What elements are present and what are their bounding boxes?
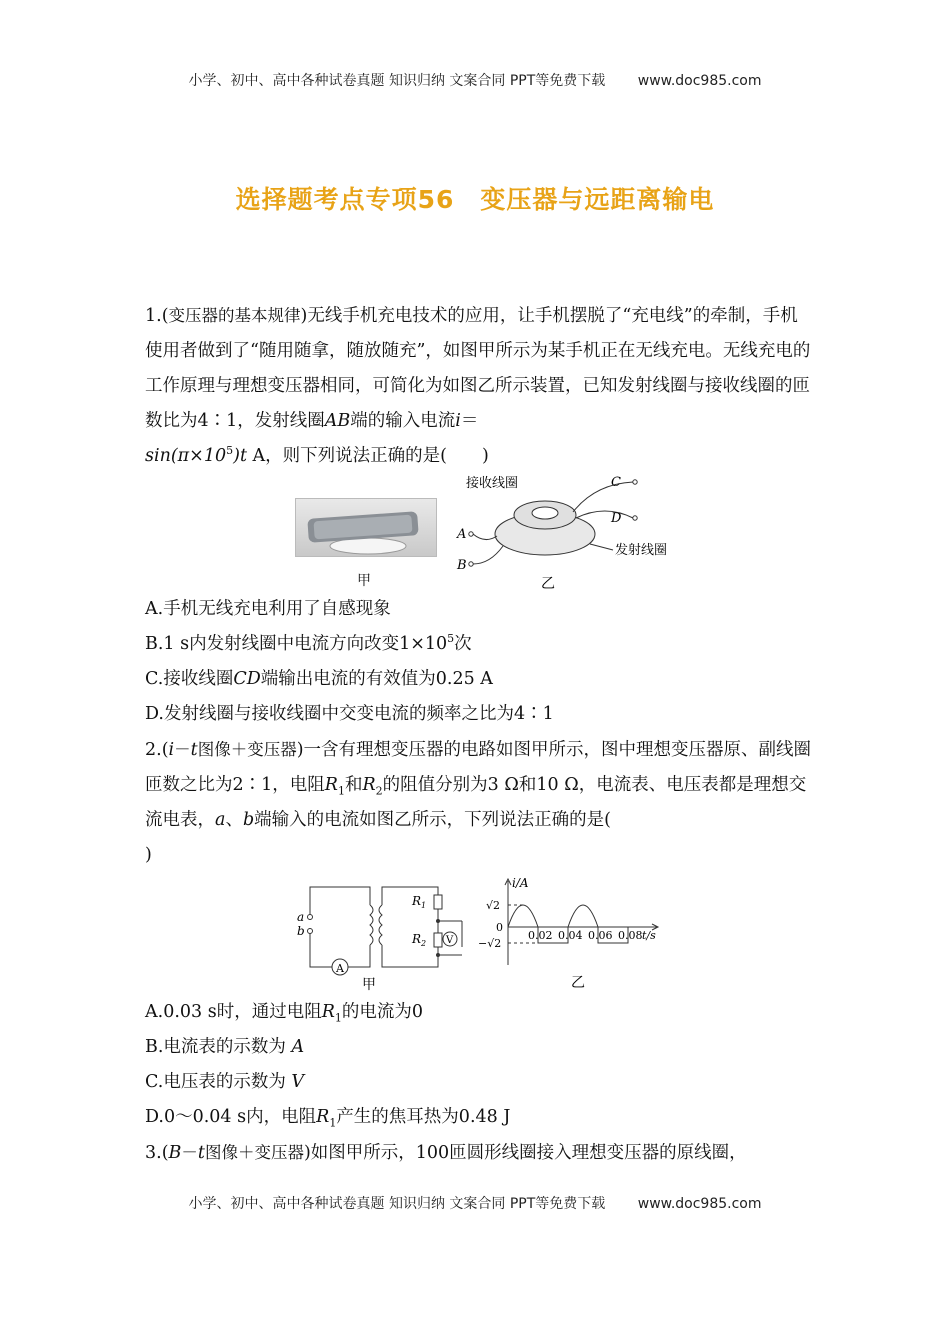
q1-option-b: B.1 s内发射线圈中电流方向改变$1\times 10^5$次 — [145, 632, 472, 654]
q2-option-b: B.电流表的示数为 A — [145, 1037, 305, 1057]
fig1-caption-yi: 乙 — [541, 576, 555, 592]
fig1-caption-jia: 甲 — [357, 573, 371, 589]
q2-option-d: D.0～0.04 s内，电阻$R_1$产生的焦耳热为0.48 J — [145, 1107, 511, 1130]
q1-tag: 变压器的基本规律 — [168, 306, 301, 325]
axis-t: t/s — [642, 929, 656, 942]
coil-diagram — [445, 474, 675, 592]
r1-label: $R_1$ — [412, 894, 427, 910]
q2-option-a: A.0.03 s时，通过电阻$R_1$的电流为0 — [145, 1002, 424, 1025]
circuit-diagram — [290, 875, 465, 993]
q2-stem: 2.(i－t图像＋变压器)一含有理想变压器的电路如图甲所示，图中理想变压器原、副线圈匝数之比为2∶1，电阻$R_1$和$R_2$的阻值分别为3 Ω和10 Ω，电流表、电压表都是理想交流电表，a、b端输入的电流如图乙所示，下列说法正确的是( ) — [145, 740, 812, 865]
label-recv: 接收线圈 — [466, 476, 519, 491]
q1-option-d: D.发射线圈与接收线圈中交变电流的频率之比为4∶1 — [145, 704, 554, 724]
q1-option-c: C.接收线圈CD端输出电流的有效值为0.25 A — [145, 669, 493, 689]
q2-figure — [145, 873, 813, 995]
q1-stem: 1.(变压器的基本规律)无线手机充电技术的应用，让手机摆脱了“充电线”的牵制，手机使用者做到了“随用随拿，随放随充”，如图甲所示为某手机正在无线充电。无线充电的工作原理与理想变压器相同，可简化为如图乙所示装置，已知发射线圈与接收线圈的匝数比为4∶1，发射线圈AB端的输入电流i＝ $\sin(\pi\times 10^5)t$ A，则下列说法正确的是( ) — [145, 306, 811, 466]
q2-option-c: C.电压表的示数为 V — [145, 1072, 305, 1092]
footer-text: 小学、初中、高中各种试卷真题 知识归纳 文案合同 PPT等免费下载 — [188, 1196, 606, 1212]
phone-icon — [296, 499, 436, 556]
ammeter-label: A — [336, 962, 344, 975]
fig2-caption-yi: 乙 — [571, 975, 585, 991]
tick-002: 0.02 — [528, 929, 553, 942]
q1-option-a: A.手机无线充电利用了自感现象 — [145, 599, 391, 619]
current-graph — [478, 873, 668, 995]
page-footer — [0, 1193, 950, 1213]
header-site: www.doc985.com — [637, 73, 762, 89]
label-send: 发射线圈 — [615, 543, 668, 558]
q3-stem: 3.(B－t图像＋变压器)如图甲所示，100匝圆形线圈接入理想变压器的原线圈， — [145, 1143, 747, 1163]
tick-008: 0.08 — [618, 929, 643, 942]
q1-figure — [145, 474, 813, 592]
label-D: D — [611, 511, 622, 526]
page-title: 选择题考点专项56 变压器与远距离输电 — [235, 185, 715, 214]
tick-006: 0.06 — [588, 929, 613, 942]
terminal-b: b — [297, 924, 305, 938]
tick-sqrt2: √2 — [486, 899, 501, 912]
document-body — [145, 298, 813, 1171]
tick-004: 0.04 — [558, 929, 583, 942]
page-header — [0, 70, 950, 90]
label-A: A — [457, 527, 467, 542]
footer-site: www.doc985.com — [637, 1196, 762, 1212]
fig2-caption-jia: 甲 — [362, 977, 376, 993]
phone-charging-photo — [295, 498, 437, 557]
header-text: 小学、初中、高中各种试卷真题 知识归纳 文案合同 PPT等免费下载 — [188, 73, 606, 89]
tick-zero: 0 — [496, 921, 503, 934]
terminal-a: a — [297, 910, 305, 924]
label-B: B — [457, 558, 467, 573]
axis-i: i/A — [512, 876, 529, 890]
r2-label: $R_2$ — [412, 932, 427, 948]
voltmeter-label: V — [446, 935, 454, 946]
label-C: C — [611, 475, 621, 490]
tick-nsqrt2: −√2 — [478, 937, 502, 950]
